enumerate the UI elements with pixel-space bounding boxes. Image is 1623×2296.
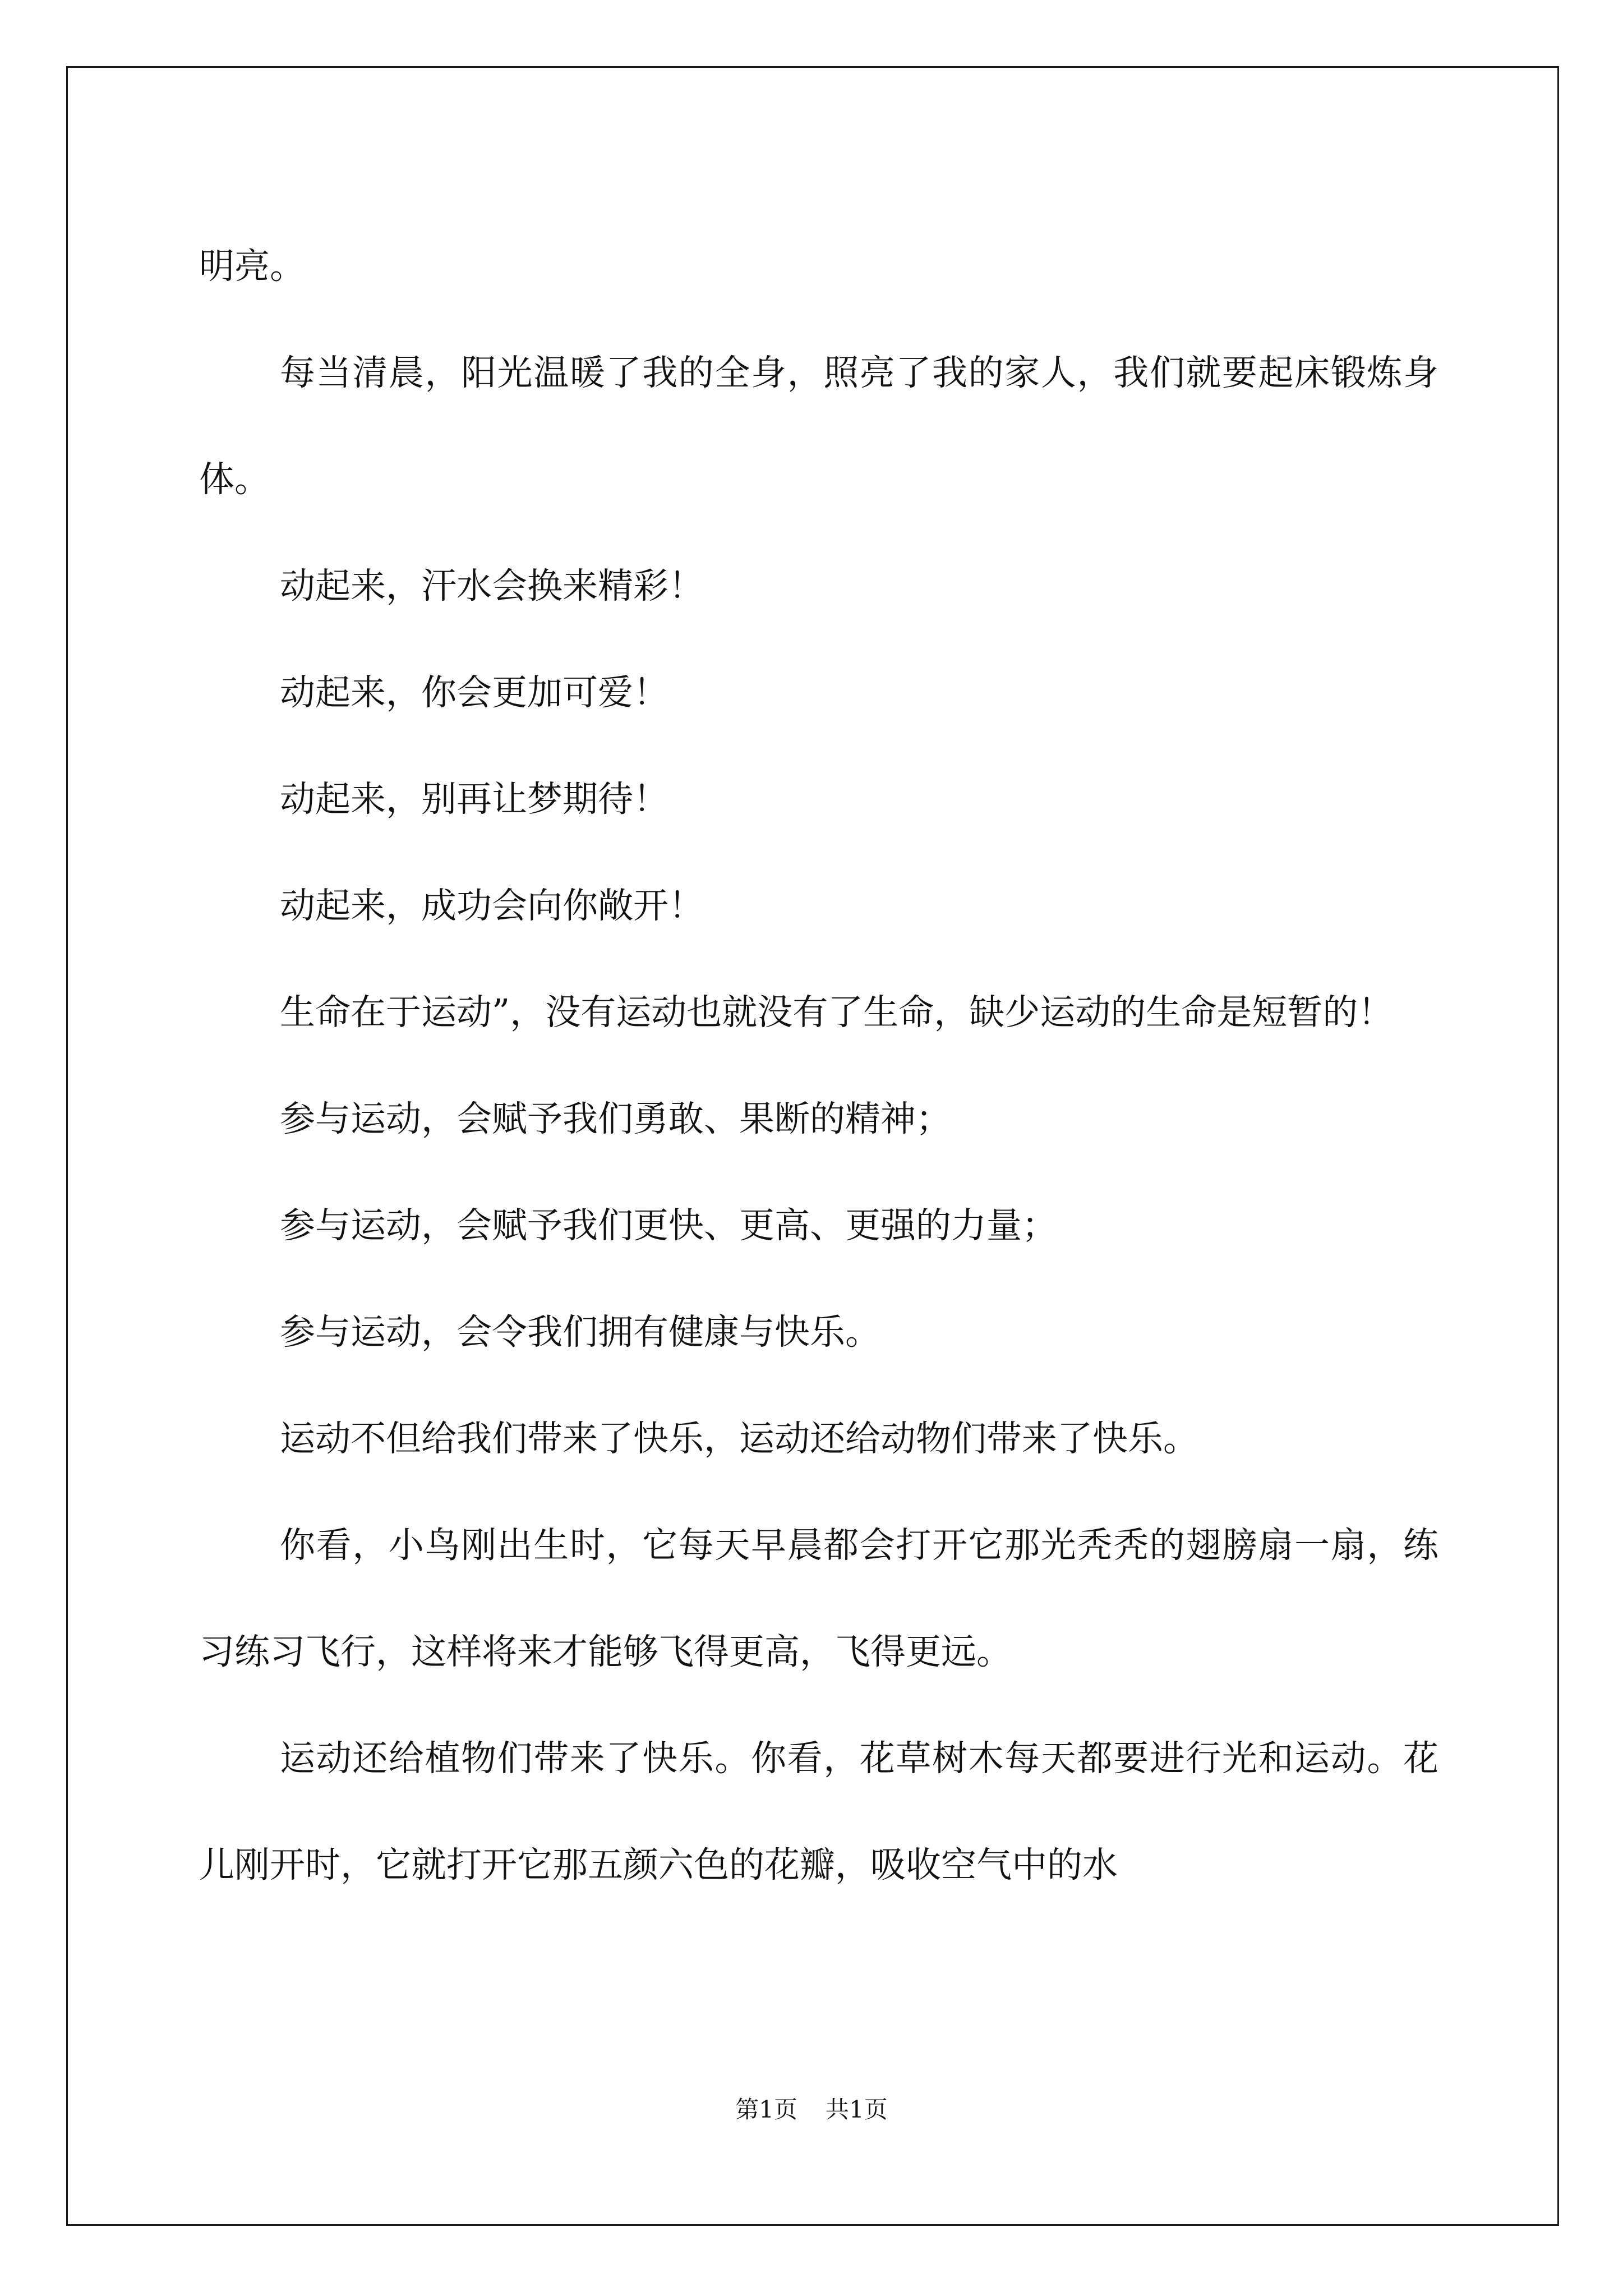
document-body [199,213,1438,1918]
paragraph: 参与运动，会赋予我们更快、更高、更强的力量； [280,1205,1057,1246]
paragraph: 生命在于运动”，没有运动也就没有了生命，缺少运动的生命是短暂的！ [280,992,1394,1033]
paragraph: 动起来，汗水会换来精彩！ [280,565,704,606]
paragraph: 动起来，你会更加可爱！ [280,672,668,713]
paragraph: 你看，小鸟刚出生时，它每天早晨都会打开它那光秃秃的翅膀扇一扇，练习练习飞行，这样将来才能够飞得更高，飞得更远。 [199,1525,1438,1672]
paragraph: 明亮。 [199,246,305,287]
paragraph: 运动不但给我们带来了快乐，运动还给动物们带来了快乐。 [280,1418,1198,1459]
paragraph: 每当清晨，阳光温暖了我的全身，照亮了我的家人，我们就要起床锻炼身体。 [199,352,1438,500]
page-total: 共1页 [826,2096,888,2123]
paragraph: 动起来，成功会向你敞开！ [280,885,704,926]
paragraph: 参与运动，会赋予我们勇敢、果断的精神； [280,1098,951,1139]
page-number: 第1页 [735,2096,797,2123]
page-footer [0,2091,1623,2125]
paragraph: 运动还给植物们带来了快乐。你看，花草树木每天都要进行光和运动。花儿刚开时，它就打开它那五颜六色的花瓣，吸收空气中的水 [199,1738,1438,1885]
paragraph: 动起来，别再让梦期待！ [280,779,668,820]
paragraph: 参与运动，会令我们拥有健康与快乐。 [280,1312,880,1352]
